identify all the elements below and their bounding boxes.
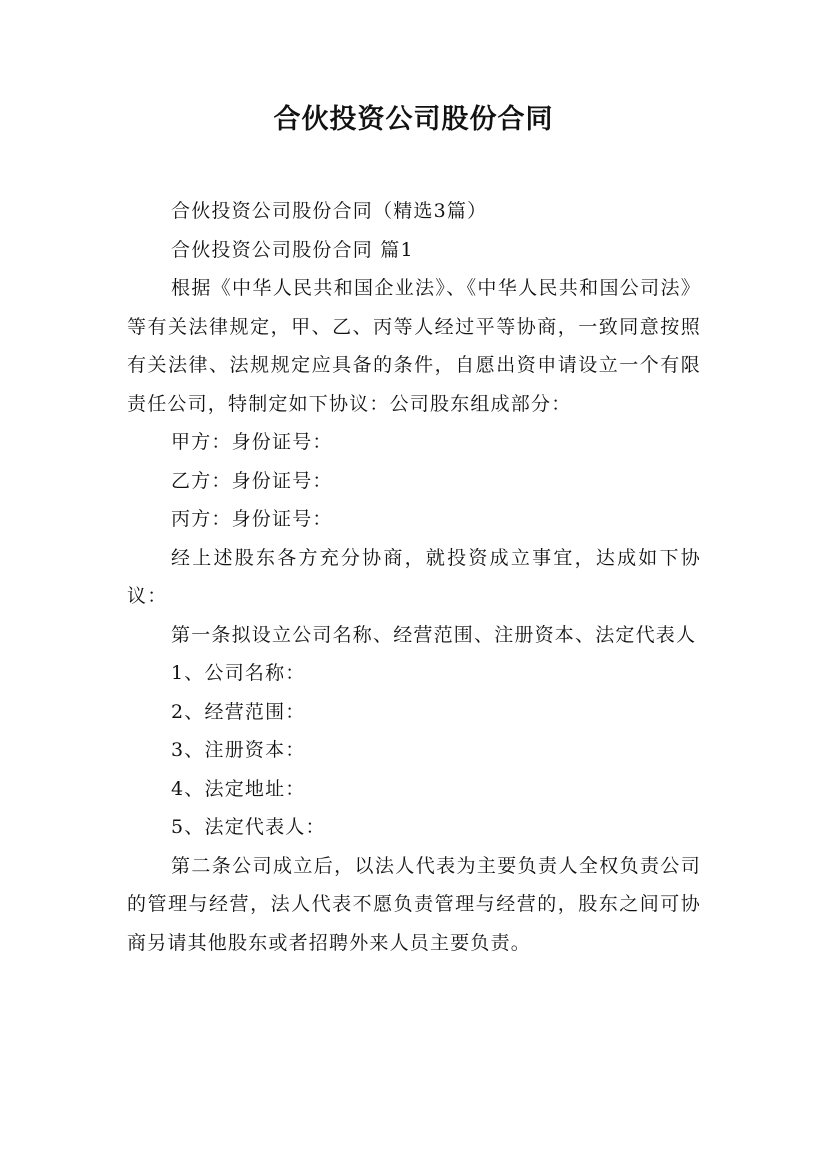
paragraph-article-2: 第二条公司成立后，以法人代表为主要负责人全权负责公司的管理与经营，法人代表不愿负责管理与经营的，股东之间可协商另请其他股东或者招聘外来人员主要负责。 xyxy=(127,854,701,954)
list-item-business-scope: 2、经营范围： xyxy=(171,700,306,723)
list-item-legal-address: 4、法定地址： xyxy=(171,777,306,800)
paragraph-party-a: 甲方：身份证号： xyxy=(171,431,333,453)
paragraph-party-c: 丙方：身份证号： xyxy=(171,508,333,530)
paragraph-subtitle: 合伙投资公司股份合同（精选3篇） xyxy=(171,200,488,222)
list-item-company-name: 1、公司名称： xyxy=(171,662,306,684)
paragraph-article-1: 第一条拟设立公司名称、经营范围、注册资本、法定代表人 xyxy=(171,623,697,646)
paragraph-party-b: 乙方：身份证号： xyxy=(171,469,333,492)
paragraph-agreement-intro: 经上述股东各方充分协商，就投资成立事宜，达成如下协议： xyxy=(127,546,701,607)
list-item-registered-capital: 3、注册资本： xyxy=(171,739,306,761)
paragraph-section-heading: 合伙投资公司股份合同 篇1 xyxy=(171,238,414,261)
list-item-legal-representative: 5、法定代表人： xyxy=(171,816,326,838)
document-body xyxy=(127,192,701,962)
paragraph-preamble: 根据《中华人民共和国企业法》、《中华人民共和国公司法》等有关法律规定，甲、乙、丙等人经过平等协商，一致同意按照有关法律、法规规定应具备的条件，自愿出资申请设立一个有限责任公司，特制定如下协议：公司股东组成部分： xyxy=(127,277,701,415)
document-title: 合伙投资公司股份合同 xyxy=(273,104,554,135)
